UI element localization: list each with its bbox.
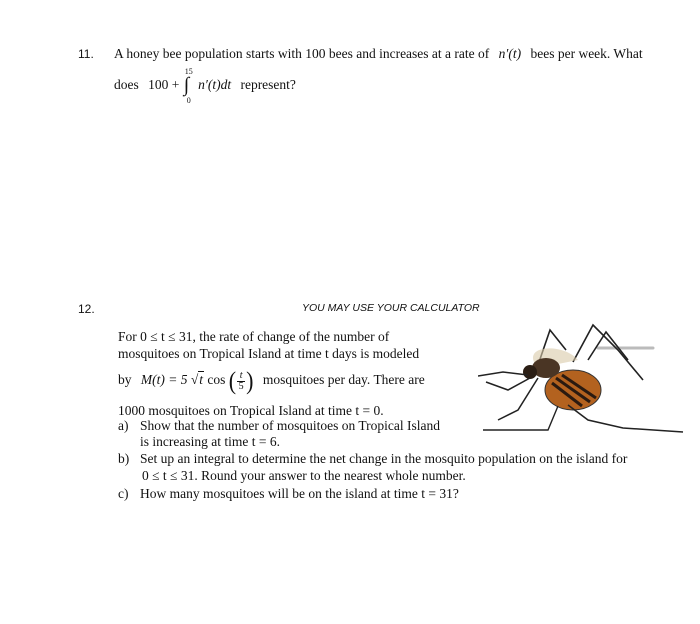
- part-b-continuation: 0 ≤ t ≤ 31. Round your answer to the nearest whole number.: [142, 468, 466, 483]
- q12-line-4: 1000 mosquitoes on Tropical Island at time t = 0.: [118, 403, 384, 418]
- q11-text-end: bees per week. What: [530, 46, 643, 61]
- question-11-line-2: [114, 66, 296, 105]
- q11-does: does: [114, 77, 139, 92]
- q11-represent: represent?: [240, 77, 296, 92]
- sqrt-radicand: t: [199, 372, 204, 388]
- sqrt-expression: √t: [190, 372, 204, 388]
- part-b-label: b): [118, 451, 130, 466]
- part-a-continuation: is increasing at time t = 6.: [140, 434, 280, 449]
- integrand: n′(t)dt: [198, 77, 232, 92]
- expr-prefix: 100 +: [148, 77, 180, 92]
- part-a-text: Show that the number of mosquitoes on Tropical Island: [140, 418, 440, 433]
- q12-by: by: [118, 372, 132, 388]
- question-11-line-1: [114, 46, 643, 62]
- integral-lower-limit: 0: [186, 95, 191, 105]
- calculator-note: YOU MAY USE YOUR CALCULATOR: [302, 302, 480, 314]
- part-a-label: a): [118, 418, 129, 433]
- q12-line-2: mosquitoes on Tropical Island at time t days is modeled: [118, 346, 420, 361]
- fraction-denominator: 5: [238, 380, 244, 392]
- question-12-number: 12.: [78, 302, 95, 316]
- question-11-number: 11.: [78, 47, 94, 61]
- integral-sign: ∫ 15 0: [183, 66, 193, 105]
- model-lhs: M(t) = 5: [140, 372, 188, 388]
- q11-text: A honey bee population starts with 100 bees and increases at a rate of: [114, 46, 490, 61]
- q12-line-1: For 0 ≤ t ≤ 31, the rate of change of the number of: [118, 329, 390, 344]
- q12-line-3: by M(t) = 5 √t cos ( $\frac{t}{5}$ ) mosquitoes per day. There are: [118, 366, 425, 395]
- part-c-text: How many mosquitoes will be on the island at time t = 31?: [140, 486, 459, 501]
- fraction-numerator: t: [239, 369, 243, 381]
- part-b-text: Set up an integral to determine the net change in the mosquito population on the island for: [140, 451, 628, 466]
- integral-upper-limit: 15: [184, 66, 193, 76]
- q12-line-3-end: mosquitoes per day. There are: [262, 372, 425, 388]
- cos-function: cos: [207, 372, 226, 388]
- cos-argument-fraction: [237, 371, 245, 392]
- rate-expression: n′(t): [498, 46, 522, 61]
- part-c-label: c): [118, 486, 129, 501]
- mosquito-illustration: [478, 320, 688, 440]
